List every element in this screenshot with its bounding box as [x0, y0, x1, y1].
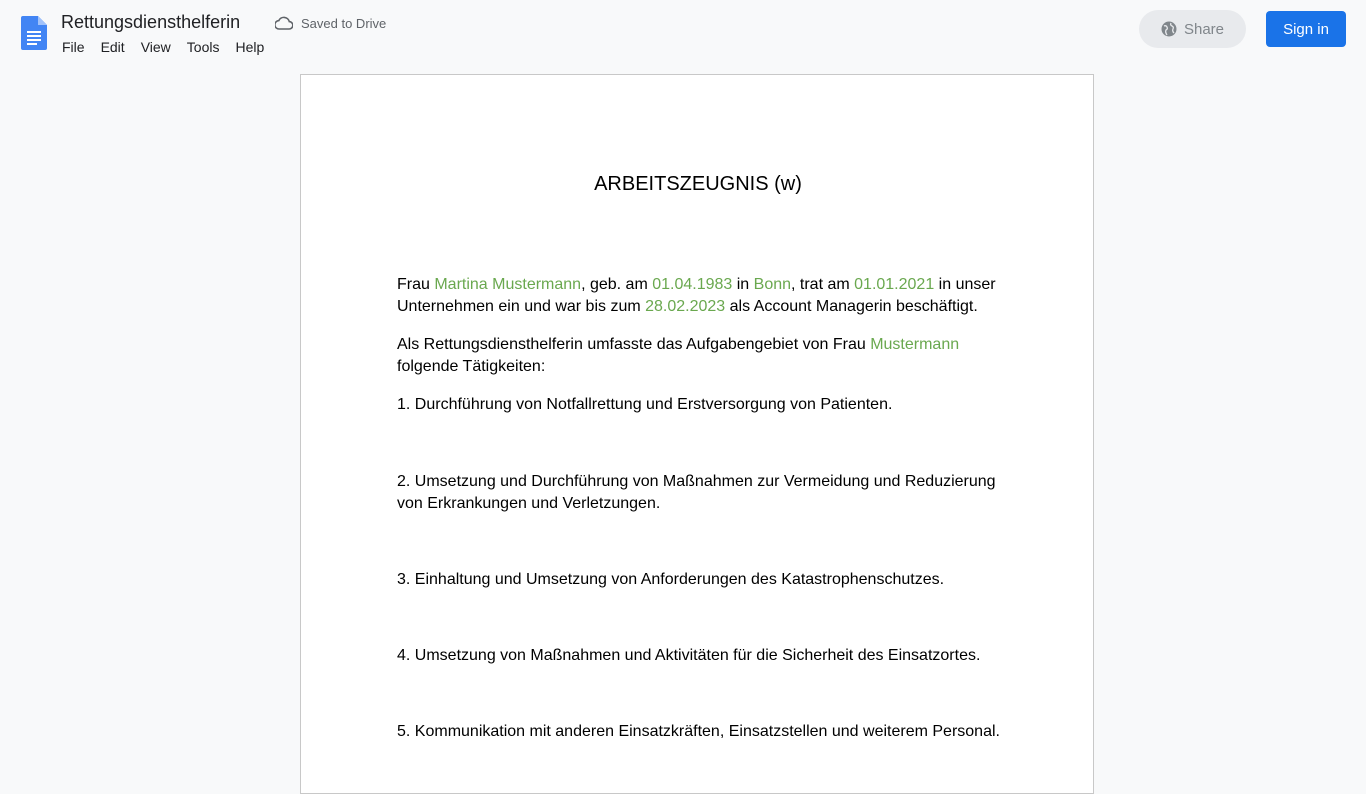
task-item: 2. Umsetzung und Durchführung von Maßnahmen zur Vermeidung und Reduzierung von Erkrankungen und Verletzungen.	[397, 473, 996, 512]
task-item: 3. Einhaltung und Umsetzung von Anforderungen des Katastrophenschutzes.	[397, 571, 945, 588]
task-item: 4. Umsetzung von Maßnahmen und Aktivitäten für die Sicherheit des Einsatzortes.	[397, 647, 981, 664]
intro-paragraph	[397, 274, 1007, 318]
menu-file[interactable]: File	[62, 39, 85, 55]
birth-city: Bonn	[753, 276, 792, 293]
employee-name: Martina Mustermann	[434, 276, 582, 293]
tasks-intro-text: Als Rettungsdiensthelferin umfasste das Aufgabengebiet von Frau	[397, 336, 871, 353]
menu-tools[interactable]: Tools	[186, 39, 220, 55]
share-button[interactable]	[1139, 10, 1246, 48]
cloud-done-icon	[275, 16, 293, 30]
intro-text: , trat am	[791, 276, 855, 293]
docs-logo-icon[interactable]	[21, 16, 47, 50]
document-title[interactable]: Rettungsdiensthelferin	[61, 12, 241, 32]
tasks-intro-text: folgende Tätigkeiten:	[397, 358, 546, 375]
share-label: Share	[1183, 20, 1225, 38]
intro-text: Frau	[397, 276, 435, 293]
intro-text: als Account Managerin beschäftigt.	[725, 298, 978, 315]
intro-text: in unser Unternehmen ein und war bis zum	[397, 276, 996, 315]
save-status[interactable]	[275, 14, 386, 32]
sign-in-button[interactable]: Sign in	[1266, 11, 1346, 47]
menu-view[interactable]: View	[140, 39, 171, 55]
end-date: 28.02.2023	[645, 298, 726, 315]
menu-edit[interactable]: Edit	[100, 39, 125, 55]
task-item: 5. Kommunikation mit anderen Einsatzkräften, Einsatzstellen und weiterem Personal.	[397, 723, 1000, 740]
menu-help[interactable]: Help	[235, 39, 265, 55]
menu-bar	[54, 36, 272, 58]
tasks-intro-paragraph	[397, 334, 1007, 378]
birth-date: 01.04.1983	[652, 276, 733, 293]
intro-text: in	[732, 276, 754, 293]
start-date: 01.01.2021	[854, 276, 935, 293]
document-heading: ARBEITSZEUGNIS (w)	[594, 173, 802, 195]
top-bar	[0, 0, 1366, 64]
globe-icon	[1161, 21, 1177, 37]
save-status-label: Saved to Drive	[301, 15, 387, 31]
document-page[interactable]	[300, 74, 1094, 794]
employee-surname: Mustermann	[870, 336, 960, 353]
task-item: 1. Durchführung von Notfallrettung und Erstversorgung von Patienten.	[397, 396, 893, 413]
intro-text: , geb. am	[581, 276, 653, 293]
